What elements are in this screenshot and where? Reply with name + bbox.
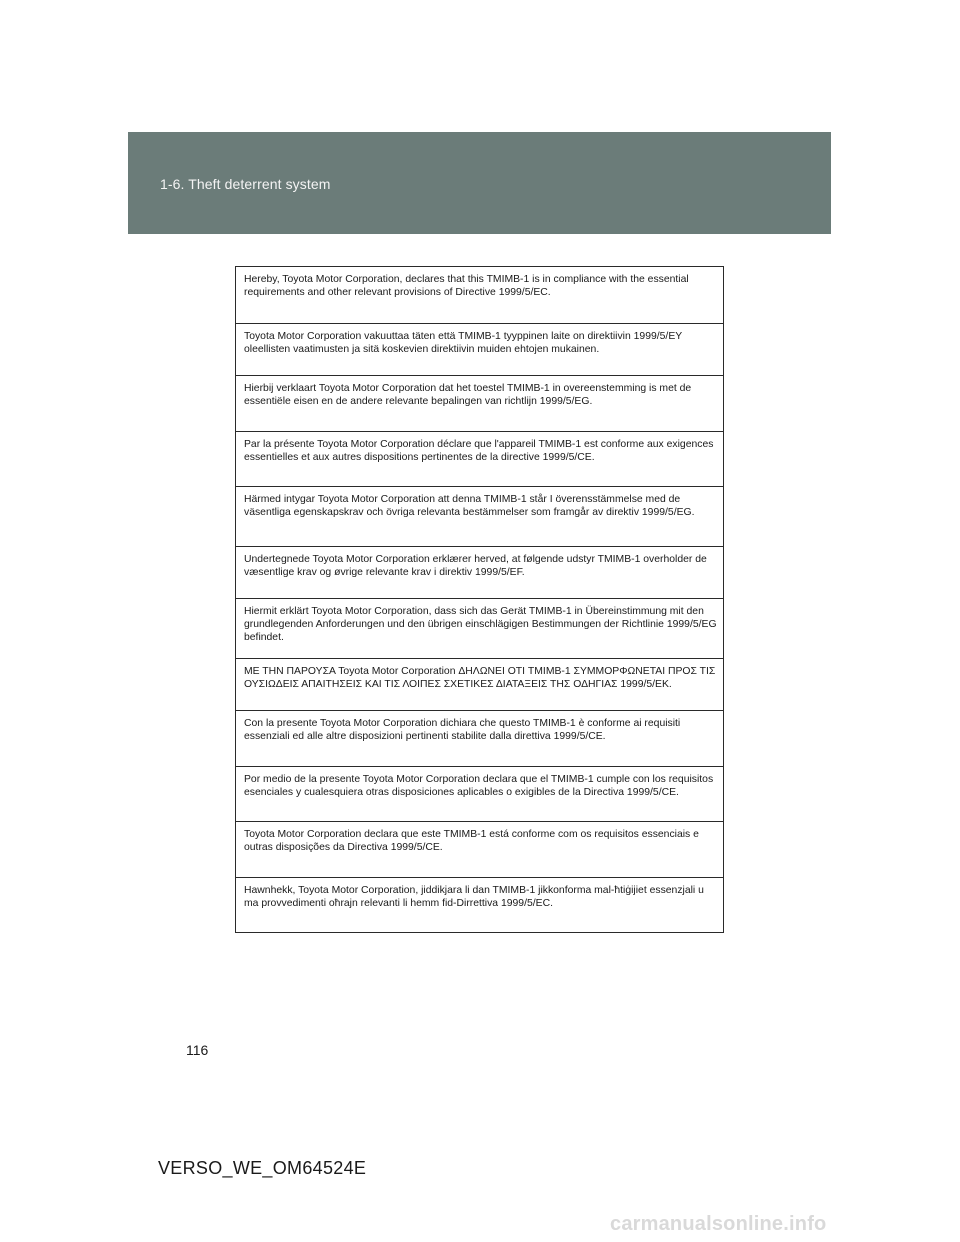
declaration-german: Hiermit erklärt Toyota Motor Corporation, dass sich das Gerät TMIMB-1 in Übereinstimmung mit den grundlegenden Anforderungen und den übrigen einschlägigen Bestimmungen der Richtlinie 1999/5/EG befindet. [236, 599, 723, 659]
section-title: 1-6. Theft deterrent system [160, 176, 331, 192]
header-band [128, 132, 831, 234]
document-code: VERSO_WE_OM64524E [158, 1158, 367, 1178]
declaration-table [235, 266, 724, 933]
declaration-danish: Undertegnede Toyota Motor Corporation erklærer herved, at følgende udstyr TMIMB-1 overholder de væsentlige krav og øvrige relevante krav i direktiv 1999/5/EF. [236, 547, 723, 599]
declaration-italian: Con la presente Toyota Motor Corporation dichiara che questo TMIMB-1 è conforme ai requisiti essenziali ed alle altre disposizioni pertinenti stabilite dalla direttiva 1999/5/CE. [236, 711, 723, 767]
declaration-english: Hereby, Toyota Motor Corporation, declares that this TMIMB-1 is in compliance with the essential requirements and other relevant provisions of Directive 1999/5/EC. [236, 267, 723, 324]
declaration-swedish: Härmed intygar Toyota Motor Corporation att denna TMIMB-1 står I överensstämmelse med de väsentliga egenskapskrav och övriga relevanta bestämmelser som framgår av direktiv 1999/5/EG. [236, 487, 723, 547]
page-number: 116 [186, 1042, 209, 1058]
declaration-portuguese: Toyota Motor Corporation declara que este TMIMB-1 está conforme com os requisitos essenciais e outras disposições da Directiva 1999/5/CE. [236, 822, 723, 878]
declaration-french: Par la présente Toyota Motor Corporation déclare que l'appareil TMIMB-1 est conforme aux exigences essentielles et aux autres dispositions pertinentes de la directive 1999/5/CE. [236, 432, 723, 487]
declaration-maltese: Hawnhekk, Toyota Motor Corporation, jiddikjara li dan TMIMB-1 jikkonforma mal-ħtiġijiet essenzjali u ma provvedimenti oħrajn relevanti li hemm fid-Dirrettiva 1999/5/EC. [244, 885, 704, 909]
declaration-spanish: Por medio de la presente Toyota Motor Corporation declara que el TMIMB-1 cumple con los requisitos esenciales y cualesquiera otras disposiciones aplicables o exigibles de la Directiva 1999/5/CE. [236, 767, 723, 822]
watermark-text: carmanualsonline.info [610, 1213, 827, 1235]
declaration-finnish: Toyota Motor Corporation vakuuttaa täten että TMIMB-1 tyyppinen laite on direktiivin 1999/5/EY oleellisten vaatimusten ja sitä koskevien direktiivin muiden ehtojen mukainen. [236, 324, 723, 376]
declaration-dutch: Hierbij verklaart Toyota Motor Corporation dat het toestel TMIMB-1 in overeenstemming is met de essentiële eisen en de andere relevante bepalingen van richtlijn 1999/5/EG. [236, 376, 723, 432]
declaration-greek: ΜΕ ΤΗΝ ΠΑΡΟΥΣΑ Toyota Motor Corporation ΔΗΛΩΝΕΙ ΟΤΙ TMIMB-1 ΣΥΜΜΟΡΦΩΝΕΤΑΙ ΠΡΟΣ ΤΙΣ ΟΥΣΙΩΔΕΙΣ ΑΠΑΙΤΗΣΕΙΣ ΚΑΙ ΤΙΣ ΛΟΙΠΕΣ ΣΧΕΤΙΚΕΣ ΔΙΑΤΑΞΕΙΣ ΤΗΣ ΟΔΗΓΙΑΣ 1999/5/ΕΚ. [236, 659, 723, 711]
